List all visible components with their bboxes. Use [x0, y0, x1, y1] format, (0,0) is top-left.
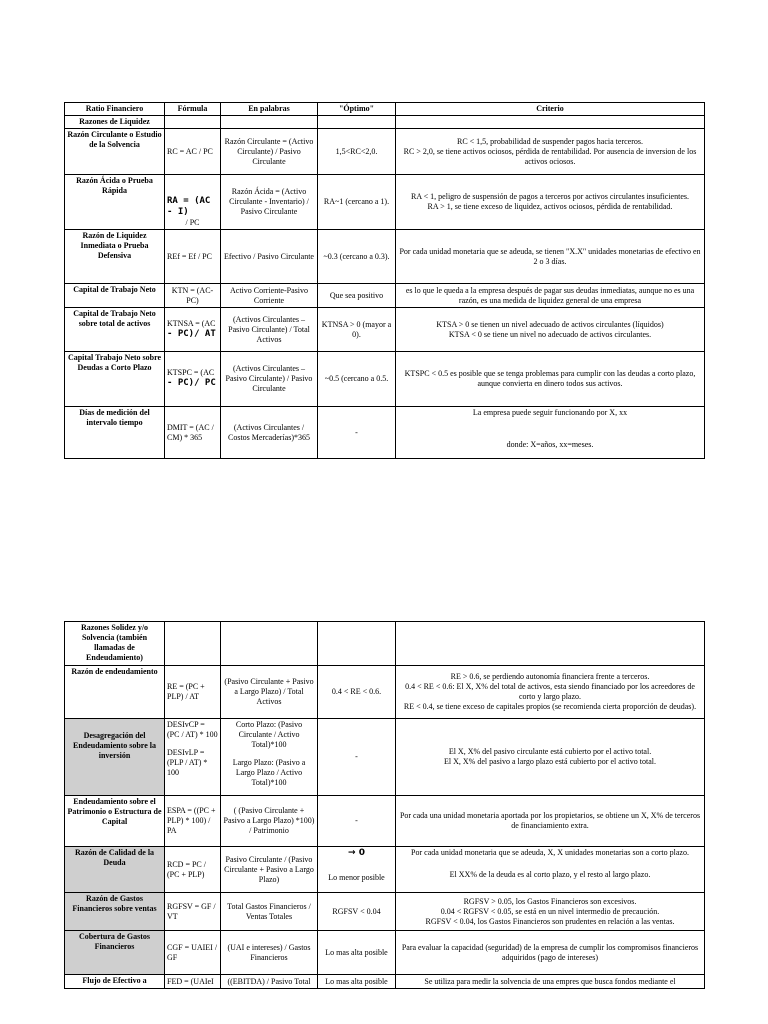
table-row: [65, 847, 705, 893]
ratio-formula: REf = Ef / PC: [165, 230, 221, 284]
ratio-criterio: KTSPC < 0.5 es posible que se tenga problemas para cumplir con las deudas a corto plazo, aunque convierta en dinero todos sus activos.: [396, 352, 705, 407]
ratio-criterio: RGFSV > 0.05, los Gastos Financieros son excesivos. 0.04 < RGFSV < 0.05, se está en un nivel intermedio de precaución. RGFSV < 0.04, los Gastos Financieros son prudentes en relación a las ventas.: [396, 893, 705, 931]
ratio-criterio: RE > 0.6, se perdiendo autonomía financiera frente a terceros. 0.4 < RE < 0.6: El X, X% del total de activos, esta siendo financiado por los acreedores de corto y largo plazo. RE < 0.4, se tiene exceso de capitales propios (se recomienda cierta proporción de deudas).: [396, 666, 705, 719]
ratio-optimo: Lo mas alta posible: [318, 931, 396, 975]
ratio-words: (Pasivo Circulante + Pasivo a Largo Plazo) / Total Activos: [221, 666, 318, 719]
ratio-words: (Activos Circulantes – Pasivo Circulante) / Total Activos: [221, 308, 318, 352]
table-row: [65, 893, 705, 931]
ratio-name: Días de medición del intervalo tiempo: [65, 407, 165, 459]
ratio-criterio: Para evaluar la capacidad (seguridad) de la empresa de cumplir los compromisos financieros adquiridos (pago de intereses): [396, 931, 705, 975]
header-optimo: "Óptimo": [318, 103, 396, 116]
ratio-formula: RGFSV = GF / VT: [165, 893, 221, 931]
ratio-optimo: -: [318, 407, 396, 459]
ratio-formula: DMIT = (AC / CM) * 365: [165, 407, 221, 459]
table-row: [65, 975, 705, 989]
ratio-formula: RCD = PC / (PC + PLP): [165, 847, 221, 893]
ratio-words: Activo Corriente-Pasivo Corriente: [221, 284, 318, 308]
ratio-optimo: -: [318, 719, 396, 796]
ratio-name: Razón de Liquidez Inmediata o Prueba Defensiva: [65, 230, 165, 284]
arrow-icon: → 0: [348, 848, 365, 858]
ratio-name: Razón de endeudamiento: [65, 666, 165, 719]
ratio-optimo: RGFSV < 0.04: [318, 893, 396, 931]
ratio-formula: DESIvCP = (PC / AT) * 100 DESIvLP = (PLP / AT) * 100: [165, 719, 221, 796]
ratio-criterio: Por cada unidad monetaria que se adeuda, X, X unidades monetarias son a corto plazo. El XX% de la deuda es al corto plazo, y el resto al largo plazo.: [396, 847, 705, 893]
ratio-name: Razón Circulante o Estudio de la Solvencia: [65, 129, 165, 175]
ratio-formula: KTSPC = (AC - PC)/ PC: [165, 352, 221, 407]
header-ratio: Ratio Financiero: [65, 103, 165, 116]
ratio-name: Capital Trabajo Neto sobre Deudas a Corto Plazo: [65, 352, 165, 407]
ratio-formula: KTN = (AC-PC): [165, 284, 221, 308]
ratio-name: Capital de Trabajo Neto sobre total de activos: [65, 308, 165, 352]
ratio-name: Razón de Gastos Financieros sobre ventas: [65, 893, 165, 931]
table-row: [65, 719, 705, 796]
ratio-name: Cobertura de Gastos Financieros: [65, 931, 165, 975]
ratio-formula: ESPA = ((PC + PLP) * 100) / PA: [165, 796, 221, 847]
table-header-row: [65, 103, 705, 116]
section-row: [65, 622, 705, 666]
ratio-optimo: Que sea positivo: [318, 284, 396, 308]
ratio-criterio: RC < 1,5, probabilidad de suspender pagos hacia terceros. RC > 2,0, se tiene activos ociosos, pérdida de rentabilidad. Por ausencia de inversion de los activos ociosos.: [396, 129, 705, 175]
ratio-name: Razón de Calidad de la Deuda: [65, 847, 165, 893]
ratio-criterio: RA < 1, peligro de suspensión de pagos a terceros por activos circulantes insuficientes. RA > 1, se tiene exceso de liquidez, activos ociosos, pérdida de rentabilidad.: [396, 175, 705, 230]
table-row: [65, 666, 705, 719]
ratio-optimo: -: [318, 796, 396, 847]
section-title: Razones de Liquidez: [65, 116, 165, 129]
ratio-words: Corto Plazo: (Pasivo Circulante / Activo Total)*100 Largo Plazo: (Pasivo a Largo Plazo / Activo Total)*100: [221, 719, 318, 796]
liquidity-ratios-table: [64, 102, 705, 459]
table-row: [65, 407, 705, 459]
ratio-words: ( (Pasivo Circulante + Pasivo a Largo Plazo) *100) / Patrimonio: [221, 796, 318, 847]
ratio-name: Razón Ácida o Prueba Rápida: [65, 175, 165, 230]
header-words: En palabras: [221, 103, 318, 116]
solvency-ratios-table: [64, 621, 705, 989]
ratio-words: Efectivo / Pasivo Circulante: [221, 230, 318, 284]
ratio-formula: RE = (PC + PLP) / AT: [165, 666, 221, 719]
table-row: [65, 284, 705, 308]
ratio-criterio: La empresa puede seguir funcionando por X, xx donde: X=años, xx=meses.: [396, 407, 705, 459]
ratio-criterio: Por cada unidad monetaria que se adeuda, se tienen "X.X" unidades monetarias de efectivo en 2 o 3 días.: [396, 230, 705, 284]
ratio-name: Capital de Trabajo Neto: [65, 284, 165, 308]
ratio-optimo: → 0 Lo menor posible: [318, 847, 396, 893]
ratio-criterio: Se utiliza para medir la solvencia de una empres que busca fondos mediante el: [396, 975, 705, 989]
ratio-formula: KTNSA = (AC - PC)/ AT: [165, 308, 221, 352]
ratio-formula: RC = AC / PC: [165, 129, 221, 175]
ratio-optimo: Lo mas alta posible: [318, 975, 396, 989]
ratio-words: Total Gastos Financieros / Ventas Totales: [221, 893, 318, 931]
ratio-optimo: 0.4 < RE < 0.6.: [318, 666, 396, 719]
ratio-optimo: ~0.3 (cercano a 0.3).: [318, 230, 396, 284]
table-row: [65, 796, 705, 847]
header-criterio: Criterio: [396, 103, 705, 116]
table-row: [65, 175, 705, 230]
section-title: Razones Solidez y/o Solvencia (también llamadas de Endeudamiento): [65, 622, 165, 666]
ratio-formula: FED = (UAIeI: [165, 975, 221, 989]
ratio-formula: CGF = UAIEI / GF: [165, 931, 221, 975]
ratio-words: Razón Ácida = (Activo Circulante - Inventario) / Pasivo Circulante: [221, 175, 318, 230]
table-row: [65, 308, 705, 352]
ratio-words: Razón Circulante = (Activo Circulante) / Pasivo Circulante: [221, 129, 318, 175]
ratio-words: (UAI e intereses) / Gastos Financieros: [221, 931, 318, 975]
ratio-words: (Activos Circulantes – Pasivo Circulante) / Pasivo Circulante: [221, 352, 318, 407]
ratio-formula: RA = (AC - I) / PC: [165, 175, 221, 230]
table-row: [65, 352, 705, 407]
ratio-optimo: KTNSA > 0 (mayor a 0).: [318, 308, 396, 352]
ratio-name: Flujo de Efectivo a: [65, 975, 165, 989]
ratio-criterio: es lo que le queda a la empresa después de pagar sus deudas inmediatas, aunque no es una razón, es una medida de liquidez general de una empresa: [396, 284, 705, 308]
header-formula: Fórmula: [165, 103, 221, 116]
ratio-criterio: Por cada una unidad monetaria aportada por los propietarios, se obtiene un X, X% de terceros de financiamiento extra.: [396, 796, 705, 847]
table-row: [65, 230, 705, 284]
ratio-words: (Activos Circulantes / Costos Mercaderías)*365: [221, 407, 318, 459]
table-row: [65, 931, 705, 975]
ratio-criterio: El X, X% del pasivo circulante está cubierto por el activo total. El X, X% del pasivo a largo plazo está cubierto por el activo total.: [396, 719, 705, 796]
ratio-optimo: 1,5<RC<2,0.: [318, 129, 396, 175]
ratio-words: ((EBITDA) / Pasivo Total: [221, 975, 318, 989]
ratio-name: Desagregación del Endeudamiento sobre la inversión: [65, 719, 165, 796]
table-row: [65, 129, 705, 175]
ratio-criterio: KTSA > 0 se tienen un nivel adecuado de activos circulantes (líquidos) KTSA < 0 se tiene un nivel no adecuado de activos circulantes.: [396, 308, 705, 352]
ratio-name: Endeudamiento sobre el Patrimonio o Estructura de Capital: [65, 796, 165, 847]
ratio-optimo: RA~1 (cercano a 1).: [318, 175, 396, 230]
ratio-optimo: ~0.5 (cercano a 0.5.: [318, 352, 396, 407]
ratio-words: Pasivo Circulante / (Pasivo Circulante + Pasivo a Largo Plazo): [221, 847, 318, 893]
section-row: [65, 116, 705, 129]
